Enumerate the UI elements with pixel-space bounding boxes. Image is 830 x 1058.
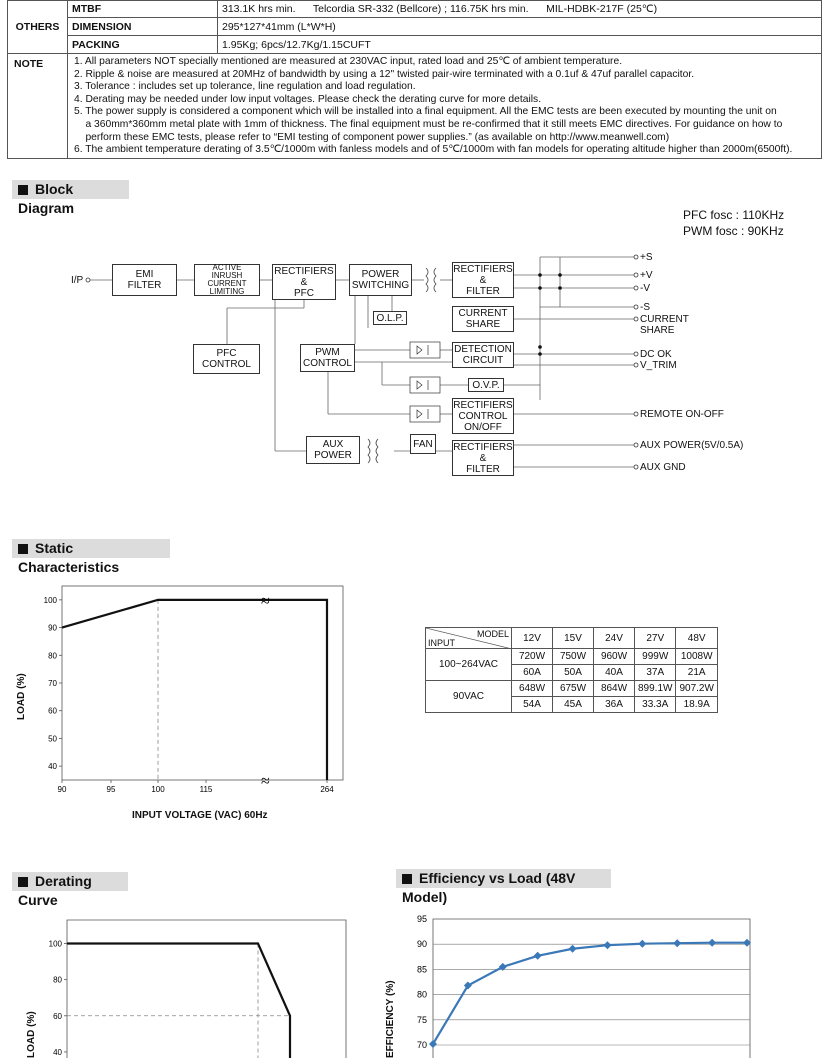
dimension-label: DIMENSION [68,18,218,36]
pwm-fosc-label: PWM fosc : 90KHz [683,224,784,238]
out-current-share: CURRENT SHARE [640,314,689,336]
pfc-fosc-label: PFC fosc : 110KHz [683,208,785,222]
x-tick-label: 95 [106,785,116,794]
spec-table [7,0,822,159]
efficiency-header [396,869,611,905]
mtbf-label: MTBF [68,1,218,18]
model-header: 27V [635,628,676,649]
pfc-control-block: PFC CONTROL [193,344,260,374]
y-tick-label: 100 [43,595,57,605]
static-xlabel: INPUT VOLTAGE (VAC) 60Hz [132,810,268,821]
efficiency-chart [390,905,830,1058]
aux-power-block: AUX POWER [306,436,360,464]
y-tick-label: 85 [416,964,427,975]
bullet-square-icon [402,874,412,884]
y-tick-label: 75 [416,1014,427,1025]
derating-header [12,872,128,908]
out-v-trim: V_TRIM [640,360,677,371]
data-point [603,941,611,949]
y-tick-label: 70 [416,1040,427,1050]
model-header: 24V [594,628,635,649]
out-remote: REMOTE ON-OFF [640,409,724,420]
plot-frame [67,920,346,1058]
current-share-block: CURRENT SHARE [452,306,514,332]
axis-break-icon: ≈ [261,773,270,790]
mtbf-value: 313.1K hrs min. Telcordia SR-332 (Bellcore) ; 116.75K hrs min. MIL-HDBK-217F (25℃) [218,1,822,18]
derating-series-line [67,943,290,1058]
out-v-plus: +V [640,270,653,281]
y-tick-label: 40 [48,762,57,772]
static-chart [20,580,360,795]
note-item: a 360mm*360mm metal plate with 1mm of thickness. The final equipment must be re-confirmed that it still meets EMC directives. For guidance on how to [74,118,783,130]
y-tick-label: 50 [48,734,57,744]
table-corner: MODEL INPUT [426,628,512,649]
y-tick-label: 40 [53,1047,62,1057]
y-tick-label: 60 [48,706,57,716]
note-label: NOTE [8,54,68,159]
power-switching-block: POWER SWITCHING [349,264,412,296]
note-item: 1. All parameters NOT specially mentioned are measured at 230VAC input, rated load and 25℃ of ambient temperature. [74,56,623,67]
derating-title: Derating Curve [18,873,92,908]
active-inrush-block: ACTIVE INRUSH CURRENT LIMITING [194,264,260,296]
block-diagram-header [12,180,129,216]
out-aux-gnd: AUX GND [640,462,686,473]
axis-break-icon: ≈ [261,592,270,610]
model-header: 12V [512,628,553,649]
efficiency-series-line [433,943,747,1044]
bullet-square-icon [18,877,28,887]
static-title: Static Characteristics [18,540,120,575]
efficiency-title: Efficiency vs Load (48V Model) [402,870,576,905]
model-header: 15V [553,628,594,649]
rectifiers-filter-aux-block: RECTIFIERS & FILTER [453,441,513,475]
x-tick-label: 100 [151,785,165,794]
table-row: 60A 50A 40A 37A 21A [426,665,718,681]
emi-filter-block: EMI FILTER [112,264,177,296]
model-header: 48V [676,628,717,649]
rectifiers-filter-block: RECTIFIERS & FILTER [453,263,513,297]
data-point [569,945,577,953]
table-row: 100~264VAC 720W 750W 960W 999W 1008W [426,649,718,665]
olp-block: O.L.P. [373,311,407,325]
plot-frame [433,919,750,1058]
data-point [638,940,646,948]
ovp-block: O.V.P. [468,378,504,392]
table-row: 90VAC 648W 675W 864W 899.1W 907.2W [426,681,718,697]
rectifiers-control-block: RECTIFIERS CONTROL ON/OFF [453,399,513,433]
bullet-square-icon [18,544,28,554]
out-s-plus: +S [640,252,653,263]
fan-block: FAN [410,434,436,454]
derating-chart [20,910,360,1058]
x-tick-label: 264 [320,785,334,794]
out-s-minus: -S [640,302,650,313]
note-item: 5. The power supply is considered a component which will be installed into a final equipment. All the EMC tests are been executed by mounting the unit on [74,106,777,118]
block-diagram-title: Block Diagram [18,181,75,216]
note-list [68,54,821,158]
packing-value: 1.95Kg; 6pcs/12.7Kg/1.15CUFT [218,36,822,54]
data-point [673,939,681,947]
y-tick-label: 90 [48,623,57,633]
data-point [534,952,542,960]
y-tick-label: 80 [416,989,427,1000]
note-item: 3. Tolerance : includes set up tolerance, line regulation and load regulation. [74,81,416,93]
table-row: 54A 45A 36A 33.3A 18.9A [426,697,718,713]
note-item: perform these EMC tests, please refer to “EMI testing of component power supplies.” (as available on http://www.meanwell.com) [74,131,670,143]
y-tick-label: 60 [53,1011,62,1021]
static-ylabel: LOAD (%) [16,673,27,720]
x-tick-label: 115 [199,785,213,794]
packing-label: PACKING [68,36,218,54]
note-item: 6. The ambient temperature derating of 3.5℃/1000m with fanless models and of 5℃/1000m with fan models for operating altitude higher than 2000m(6500ft). [74,144,793,156]
rectifiers-pfc-block: RECTIFIERS & PFC [272,264,336,300]
efficiency-ylabel: EFFICIENCY (%) [385,980,396,1058]
y-tick-label: 80 [48,651,57,661]
pwm-control-block: PWM CONTROL [300,344,355,372]
x-tick-label: 90 [57,785,67,794]
detection-circuit-block: DETECTION CIRCUIT [452,342,514,368]
data-point [708,939,716,947]
out-v-minus: -V [640,283,650,294]
static-header [12,539,170,575]
dimension-value: 295*127*41mm (L*W*H) [218,18,822,36]
y-tick-label: 95 [416,914,427,924]
derating-ylabel: LOAD (%) [26,1011,37,1058]
static-table [425,627,718,713]
out-dc-ok: DC OK [640,349,672,360]
y-tick-label: 100 [48,939,62,949]
bullet-square-icon [18,185,28,195]
load-series-line [62,600,327,780]
ip-label: I/P [71,275,84,286]
note-item: 2. Ripple & noise are measured at 20MHz of bandwidth by using a 12" twisted pair-wire terminated with a 0.1uf & 47uf parallel capacitor. [74,68,695,80]
others-label: OTHERS [8,1,68,54]
out-aux-power: AUX POWER(5V/0.5A) [640,440,744,451]
y-tick-label: 80 [53,975,62,985]
note-item: 4. Derating may be needed under low input voltages. Please check the derating curve for more details. [74,93,542,105]
y-tick-label: 70 [48,679,57,688]
y-tick-label: 90 [416,939,427,950]
